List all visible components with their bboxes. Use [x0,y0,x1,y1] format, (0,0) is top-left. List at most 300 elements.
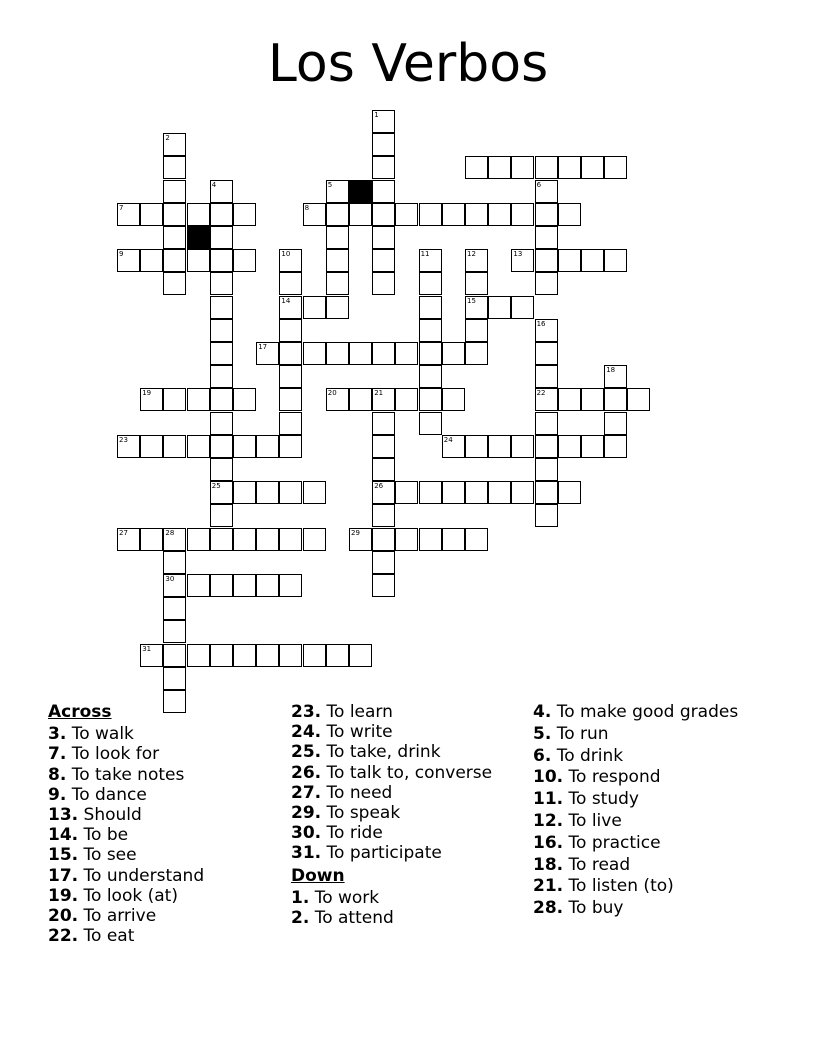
grid-cell[interactable] [140,388,163,411]
clue-number-label: 13 [513,250,523,259]
grid-cell[interactable] [535,504,558,527]
grid-cell[interactable] [372,435,395,458]
clue-number-label: 27 [119,528,128,537]
clue-number-label: 23 [119,435,128,444]
clue-text: To look (at) [78,885,178,906]
clue-text: To learn [321,702,393,722]
clue-text: Should [78,805,142,825]
clue-number-label: 26 [374,482,384,491]
grid-cell[interactable] [303,296,326,319]
grid-cell[interactable] [372,203,395,226]
grid-cell[interactable] [372,133,395,156]
grid-cell[interactable] [326,272,349,295]
clue-number-label: 31 [142,644,152,653]
grid-cell[interactable] [372,342,395,365]
grid-cell[interactable] [442,481,465,504]
clue-text: To work [309,887,380,908]
grid-cell[interactable] [372,504,395,527]
clue-number-label: 28 [165,528,175,537]
grid-cell[interactable] [535,342,558,365]
clue-number-label: 20 [327,389,337,398]
grid-cell[interactable] [256,574,279,597]
clue-number: 14. [48,825,79,846]
grid-cell[interactable] [210,249,233,272]
grid-cell[interactable] [326,342,349,365]
clue-number-label: 18 [606,366,616,375]
grid-cell[interactable] [372,574,395,597]
clue-number-label: 8 [304,203,310,212]
clue-item [48,906,156,926]
grid-cell[interactable] [163,551,186,574]
grid-cell[interactable] [210,180,233,203]
grid-cell[interactable] [210,528,233,551]
clue-number: 17. [48,865,79,886]
grid-cell[interactable] [535,435,558,458]
grid-cell[interactable] [187,203,210,226]
grid-cell[interactable] [372,272,395,295]
grid-cell[interactable] [187,644,210,667]
grid-cell[interactable] [419,249,442,272]
clue-text: To ride [321,823,383,844]
grid-cell[interactable] [419,481,442,504]
grid-cell[interactable] [511,203,534,226]
grid-cell[interactable] [210,226,233,249]
grid-cell[interactable] [210,458,233,481]
grid-cell[interactable] [535,226,558,249]
clue-text: To understand [78,865,205,886]
grid-cell[interactable] [511,156,534,179]
clue-number: 10. [533,767,564,788]
grid-cell[interactable] [604,249,627,272]
clue-number: 26. [291,762,322,783]
grid-cell[interactable] [558,388,581,411]
grid-cell[interactable] [349,203,372,226]
grid-cell[interactable] [465,272,488,295]
clue-number: 20. [48,906,79,926]
grid-cell[interactable] [210,504,233,527]
grid-cell[interactable] [279,249,302,272]
grid-cell[interactable] [279,644,302,667]
clue-item [291,888,379,908]
grid-cell[interactable] [372,180,395,203]
grid-cell[interactable] [465,156,488,179]
clue-item [48,785,147,805]
grid-cell[interactable] [558,435,581,458]
clue-text: To participate [321,843,442,864]
clue-item [48,805,142,825]
grid-cell[interactable] [117,249,140,272]
grid-cell[interactable] [419,342,442,365]
grid-cell[interactable] [303,203,326,226]
clue-text: To make good grades [551,702,739,722]
clue-number: 11. [533,789,564,810]
grid-cell[interactable] [395,342,418,365]
grid-cell[interactable] [279,481,302,504]
grid-cell[interactable] [465,528,488,551]
grid-cell[interactable] [256,342,279,365]
clue-item [533,876,674,896]
clue-number: 16. [533,832,564,853]
grid-cell[interactable] [279,342,302,365]
grid-cell[interactable] [372,528,395,551]
clue-item [533,767,661,787]
grid-cell[interactable] [140,203,163,226]
grid-cell[interactable] [558,481,581,504]
grid-cell[interactable] [535,272,558,295]
grid-cell[interactable] [488,296,511,319]
clue-text: To listen (to) [563,876,674,897]
clue-item [48,724,134,744]
black-square [349,180,372,203]
grid-cell[interactable] [163,203,186,226]
grid-cell[interactable] [326,296,349,319]
grid-cell[interactable] [187,435,210,458]
clue-number-label: 10 [281,250,291,259]
grid-cell[interactable] [233,388,256,411]
grid-cell[interactable] [256,435,279,458]
clue-number: 4. [533,702,552,722]
grid-cell[interactable] [372,458,395,481]
grid-cell[interactable] [488,481,511,504]
clue-number-label: 12 [467,250,476,259]
clue-number: 24. [291,722,322,743]
grid-cell[interactable] [442,203,465,226]
clue-number-label: 6 [536,180,542,189]
clue-item [48,926,134,946]
clue-column-2 [291,702,531,962]
clue-text: To live [563,811,622,831]
clue-item [291,823,383,843]
clue-number-label: 30 [165,575,175,583]
clue-item [48,744,159,764]
grid-cell[interactable] [535,412,558,435]
grid-cell[interactable] [604,412,627,435]
grid-cell[interactable] [419,319,442,342]
clue-number: 28. [533,898,564,919]
grid-cell[interactable] [187,574,210,597]
grid-cell[interactable] [210,412,233,435]
grid-cell[interactable] [581,435,604,458]
grid-cell[interactable] [326,644,349,667]
grid-cell[interactable] [163,133,186,156]
grid-cell[interactable] [535,365,558,388]
grid-cell[interactable] [256,481,279,504]
clue-number-label: 19 [142,389,152,398]
grid-cell[interactable] [210,203,233,226]
clue-number-label: 1 [374,111,379,119]
clue-number-label: 15 [467,296,476,305]
grid-cell[interactable] [233,435,256,458]
grid-cell[interactable] [279,272,302,295]
grid-cell[interactable] [535,249,558,272]
grid-cell[interactable] [465,435,488,458]
grid-cell[interactable] [395,481,418,504]
clue-item [48,845,137,865]
grid-cell[interactable] [511,435,534,458]
grid-cell[interactable] [210,365,233,388]
grid-cell[interactable] [233,574,256,597]
grid-cell[interactable] [163,180,186,203]
grid-cell[interactable] [372,412,395,435]
grid-cell[interactable] [395,203,418,226]
grid-cell[interactable] [349,388,372,411]
clue-number: 25. [291,742,322,763]
clue-item [533,746,623,766]
grid-cell[interactable] [372,551,395,574]
grid-cell[interactable] [419,203,442,226]
clue-number: 18. [533,854,564,875]
grid-cell[interactable] [279,319,302,342]
grid-cell[interactable] [256,528,279,551]
grid-cell[interactable] [488,156,511,179]
grid-cell[interactable] [210,644,233,667]
clue-number-label: 16 [536,319,546,328]
clue-item [533,833,661,853]
clue-number: 13. [48,805,79,825]
grid-cell[interactable] [442,342,465,365]
clue-text: To need [321,782,393,803]
grid-cell[interactable] [372,156,395,179]
grid-cell[interactable] [604,435,627,458]
grid-cell[interactable] [465,296,488,319]
grid-cell[interactable] [535,481,558,504]
clue-number-label: 24 [443,435,453,444]
grid-cell[interactable] [442,388,465,411]
grid-cell[interactable] [210,342,233,365]
grid-cell[interactable] [187,249,210,272]
grid-cell[interactable] [210,272,233,295]
clue-number: 8. [48,764,67,785]
clue-text: To take, drink [321,742,441,763]
grid-cell[interactable] [326,203,349,226]
grid-cell[interactable] [535,458,558,481]
grid-cell[interactable] [511,296,534,319]
grid-cell[interactable] [581,388,604,411]
grid-cell[interactable] [233,644,256,667]
clue-number: 3. [48,724,67,745]
grid-cell[interactable] [210,388,233,411]
grid-cell[interactable] [326,226,349,249]
grid-cell[interactable] [303,644,326,667]
grid-cell[interactable] [419,272,442,295]
grid-cell[interactable] [233,528,256,551]
grid-cell[interactable] [163,226,186,249]
grid-cell[interactable] [210,435,233,458]
clue-text: To run [551,723,609,744]
grid-cell[interactable] [233,203,256,226]
grid-cell[interactable] [372,388,395,411]
grid-cell[interactable] [117,203,140,226]
grid-cell[interactable] [279,528,302,551]
grid-cell[interactable] [163,156,186,179]
grid-cell[interactable] [488,203,511,226]
grid-cell[interactable] [488,435,511,458]
grid-cell[interactable] [627,388,650,411]
grid-cell[interactable] [279,296,302,319]
clue-item [533,898,623,918]
grid-cell[interactable] [581,156,604,179]
clue-item [48,765,184,785]
grid-cell[interactable] [372,481,395,504]
clue-text: To talk to, converse [321,762,493,783]
clue-number-label: 5 [327,180,333,189]
grid-cell[interactable] [535,319,558,342]
clue-number-label: 2 [165,134,170,143]
grid-cell[interactable] [303,342,326,365]
grid-cell[interactable] [163,597,186,620]
clue-item [291,763,492,783]
grid-cell[interactable] [395,388,418,411]
grid-cell[interactable] [163,620,186,643]
clue-number: 2. [291,908,310,928]
grid-cell[interactable] [535,203,558,226]
grid-cell[interactable] [465,249,488,272]
clue-number: 21. [533,876,564,897]
grid-cell[interactable] [187,388,210,411]
grid-cell[interactable] [210,296,233,319]
grid-cell[interactable] [279,412,302,435]
grid-cell[interactable] [535,180,558,203]
clue-text: To attend [309,908,394,928]
clue-number-label: 29 [351,528,360,537]
grid-cell[interactable] [395,528,418,551]
grid-cell[interactable] [372,110,395,133]
clue-section-header: Down [291,865,345,886]
clue-item [291,783,392,803]
grid-cell[interactable] [419,528,442,551]
grid-cell[interactable] [163,574,186,597]
clue-number-label: 9 [119,250,124,259]
clue-column-1 [48,702,278,962]
grid-cell[interactable] [279,435,302,458]
grid-cell[interactable] [442,435,465,458]
grid-cell[interactable] [210,481,233,504]
clue-text: To speak [321,803,401,823]
grid-cell[interactable] [511,481,534,504]
clue-text: To drink [551,745,624,766]
clue-number: 5. [533,723,552,744]
clue-item [533,724,609,744]
grid-cell[interactable] [326,388,349,411]
clue-item [48,886,178,906]
grid-cell[interactable] [442,528,465,551]
clue-item [291,742,441,762]
grid-cell[interactable] [163,644,186,667]
clue-text: To look for [66,744,160,765]
grid-cell[interactable] [117,528,140,551]
clue-number: 22. [48,926,79,947]
clue-text: To see [78,845,137,866]
clue-number: 12. [533,811,564,831]
grid-cell[interactable] [465,481,488,504]
clue-text: To dance [66,784,147,805]
clue-column-3 [533,702,793,962]
grid-cell[interactable] [419,412,442,435]
clue-item [533,789,639,809]
grid-cell[interactable] [163,667,186,690]
clue-item [291,803,400,823]
black-square [187,226,210,249]
clue-text: To walk [66,724,134,745]
clue-number-label: 7 [119,203,124,212]
grid-cell[interactable] [419,388,442,411]
grid-cell[interactable] [604,365,627,388]
grid-cell[interactable] [140,435,163,458]
grid-cell[interactable] [465,203,488,226]
clue-item [291,843,442,863]
grid-cell[interactable] [303,481,326,504]
clue-number: 7. [48,744,67,765]
clue-number: 9. [48,784,67,805]
grid-cell[interactable] [210,574,233,597]
grid-cell[interactable] [140,249,163,272]
grid-cell[interactable] [581,249,604,272]
grid-cell[interactable] [558,203,581,226]
clue-section-header: Across [48,702,112,722]
grid-cell[interactable] [558,156,581,179]
grid-cell[interactable] [604,156,627,179]
grid-cell[interactable] [187,528,210,551]
grid-cell[interactable] [349,644,372,667]
clue-item [291,908,394,928]
grid-cell[interactable] [535,388,558,411]
grid-cell[interactable] [233,249,256,272]
grid-cell[interactable] [349,342,372,365]
grid-cell[interactable] [140,644,163,667]
grid-cell[interactable] [163,435,186,458]
grid-cell[interactable] [140,528,163,551]
clue-number: 27. [291,782,322,803]
grid-cell[interactable] [419,365,442,388]
grid-cell[interactable] [465,319,488,342]
clue-number-label: 4 [211,180,217,189]
clue-item [291,702,393,722]
grid-cell[interactable] [511,249,534,272]
grid-cell[interactable] [163,272,186,295]
grid-cell[interactable] [303,528,326,551]
grid-cell[interactable] [117,435,140,458]
grid-cell[interactable] [465,342,488,365]
grid-cell[interactable] [372,226,395,249]
grid-cell[interactable] [233,481,256,504]
clue-item [533,811,622,831]
grid-cell[interactable] [279,574,302,597]
grid-cell[interactable] [163,528,186,551]
grid-cell[interactable] [163,249,186,272]
clue-text: To be [78,825,129,846]
grid-cell[interactable] [163,388,186,411]
clue-text: To arrive [78,906,157,926]
grid-cell[interactable] [372,249,395,272]
clue-number: 19. [48,885,79,906]
grid-cell[interactable] [326,180,349,203]
grid-cell[interactable] [326,249,349,272]
clue-number: 1. [291,887,310,908]
clue-number: 6. [533,745,552,766]
grid-cell[interactable] [279,365,302,388]
clue-item [48,825,128,845]
grid-cell[interactable] [535,156,558,179]
grid-cell[interactable] [279,388,302,411]
grid-cell[interactable] [604,388,627,411]
grid-cell[interactable] [256,644,279,667]
clue-text: To eat [78,926,135,947]
grid-cell[interactable] [210,319,233,342]
grid-cell[interactable] [558,249,581,272]
clue-number: 30. [291,823,322,844]
grid-cell[interactable] [349,528,372,551]
grid-cell[interactable] [419,296,442,319]
